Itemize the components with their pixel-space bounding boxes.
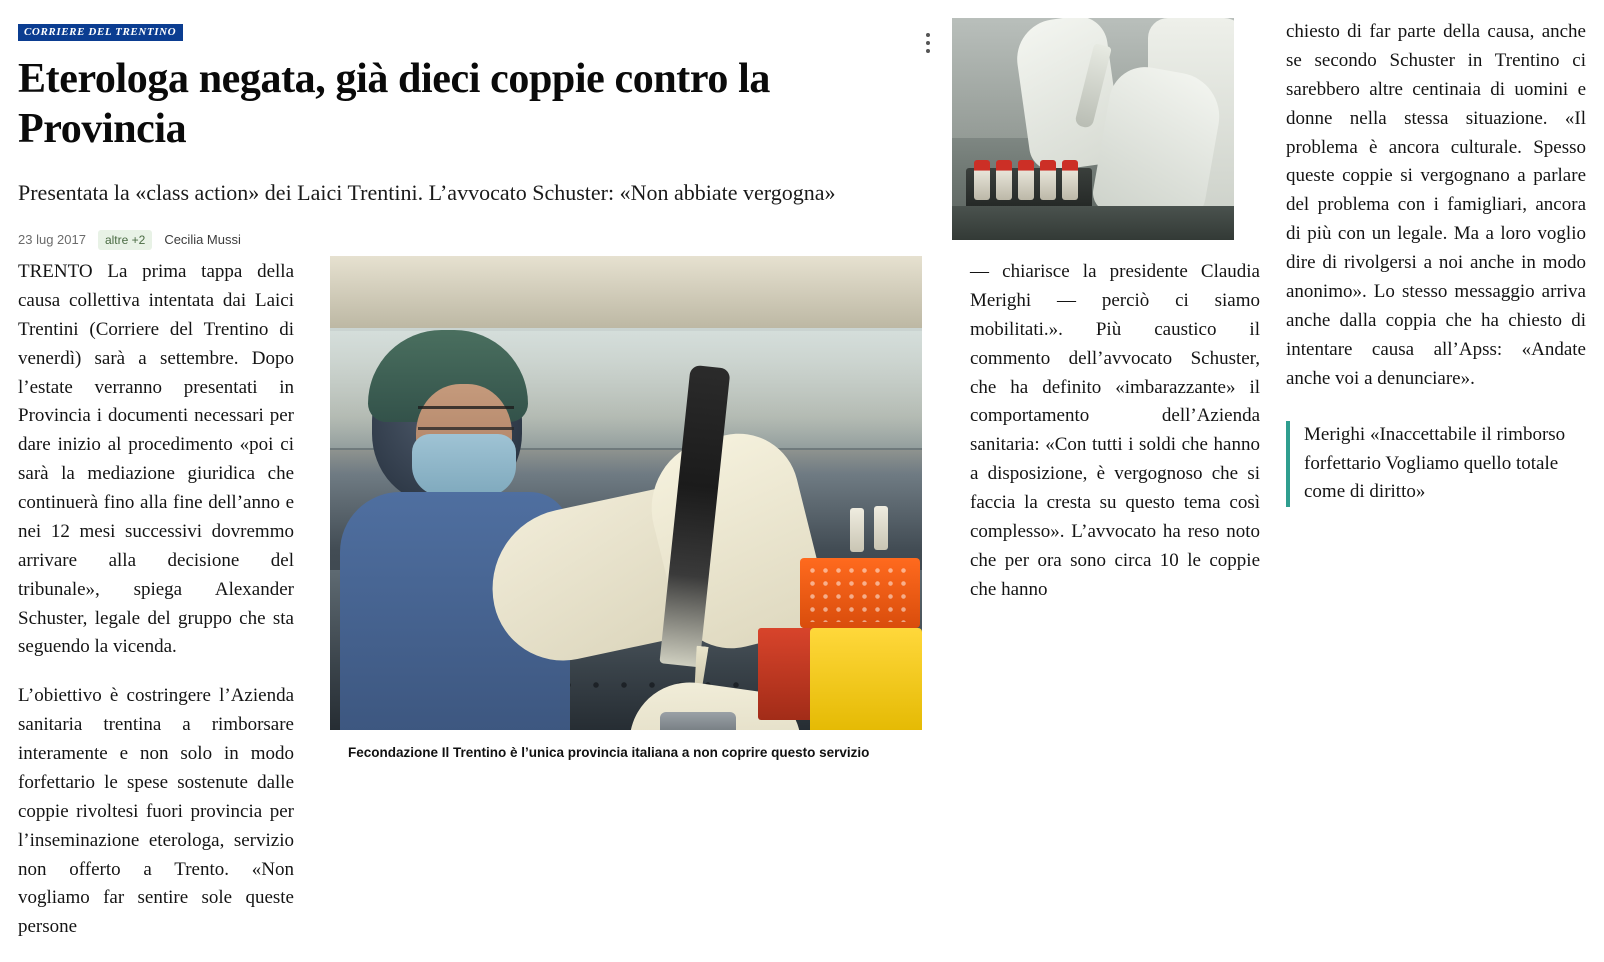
kebab-dot	[926, 33, 930, 37]
small-photo-figure	[952, 18, 1234, 240]
main-photo-caption: Fecondazione Il Trentino è l’unica provincia italiana a non coprire questo servizio	[348, 745, 870, 760]
author-name: Cecilia Mussi	[164, 232, 241, 248]
photo-vial	[974, 160, 990, 200]
article-subheadline: Presentata la «class action» dei Laici Trentini. L’avvocato Schuster: «Non abbiate vergogna»	[18, 180, 836, 206]
photo-vial	[1062, 160, 1078, 200]
paragraph: chiesto di far parte della causa, anche se secondo Schuster in Trentino ci sarebbero altre centinaia di uomini e donne nella stessa situazione. «Il problema è ancora culturale. Spesso queste coppie si vergognano a parlare del problema con i famigliari, ancora di più con un legale. Ma a loro voglio dire di rivolgersi a noi anche in modo anonimo». Lo stesso messaggio arriva anche dalla coppia che ha chiesto di intentare causa all’Apss: «Andate anche voi a denunciare».	[1286, 21, 1586, 389]
pull-quote: Merighi «Inaccettabile il rimborso forfettario Vogliamo quello totale come di diritto»	[1286, 421, 1586, 507]
photo-vial	[1040, 160, 1056, 200]
more-tags-badge[interactable]: altre +2	[98, 230, 152, 250]
column-middle	[970, 258, 1260, 625]
publication-logo: CORRIERE DEL TRENTINO	[18, 24, 183, 41]
kebab-dot	[926, 49, 930, 53]
photo-counter	[952, 206, 1234, 240]
photo-vial	[1018, 160, 1034, 200]
column-left	[18, 258, 294, 962]
kebab-dot	[926, 41, 930, 45]
photo-vial	[996, 160, 1012, 200]
paragraph: TRENTO La prima tappa della causa collettiva intentata dai Laici Trentini (Corriere del Trentino di venerdì) sarà a settembre. Dopo l’estate verranno presentati in Provincia i documenti necessari per dare inizio al procedimento «poi ci sarà la mediazione giuridica che continuerà fino alla fine dell’anno e nei 12 mesi successivi dovremmo arrivare alla decisione del tribunale», spiega Alexander Schuster, legale del gruppo che sta seguendo la vicenda.	[18, 261, 294, 658]
paragraph: L’obiettivo è costringere l’Azienda sanitaria trentina a rimborsare interamente e non solo in modo forfettario le spese sostenute dalle coppie rivoltesi fuori provincia per l’inseminazione eterologa, servizio non offerto a Trento. «Non vogliamo far sentire sole queste persone	[18, 685, 294, 938]
gloved-hands-test-tubes-photo	[952, 18, 1234, 240]
page-title: Eterologa negata, già dieci coppie contro la Provincia	[18, 56, 770, 152]
column-right	[1286, 18, 1586, 507]
publish-date: 23 lug 2017	[18, 232, 86, 248]
paragraph: — chiarisce la presidente Claudia Merighi — perciò ci siamo mobilitati.». Più caustico il commento dell’avvocato Schuster, che ha definito «imbarazzante» il comportamento dell’Azienda sanitaria: «Con tutti i soldi che hanno a disposizione, è vergognoso che si faccia la cresta su questo tema così complesso». L’avvocato ha reso noto che per ora sono circa 10 le coppie che hanno	[970, 261, 1260, 600]
kebab-menu-icon[interactable]	[918, 28, 938, 58]
